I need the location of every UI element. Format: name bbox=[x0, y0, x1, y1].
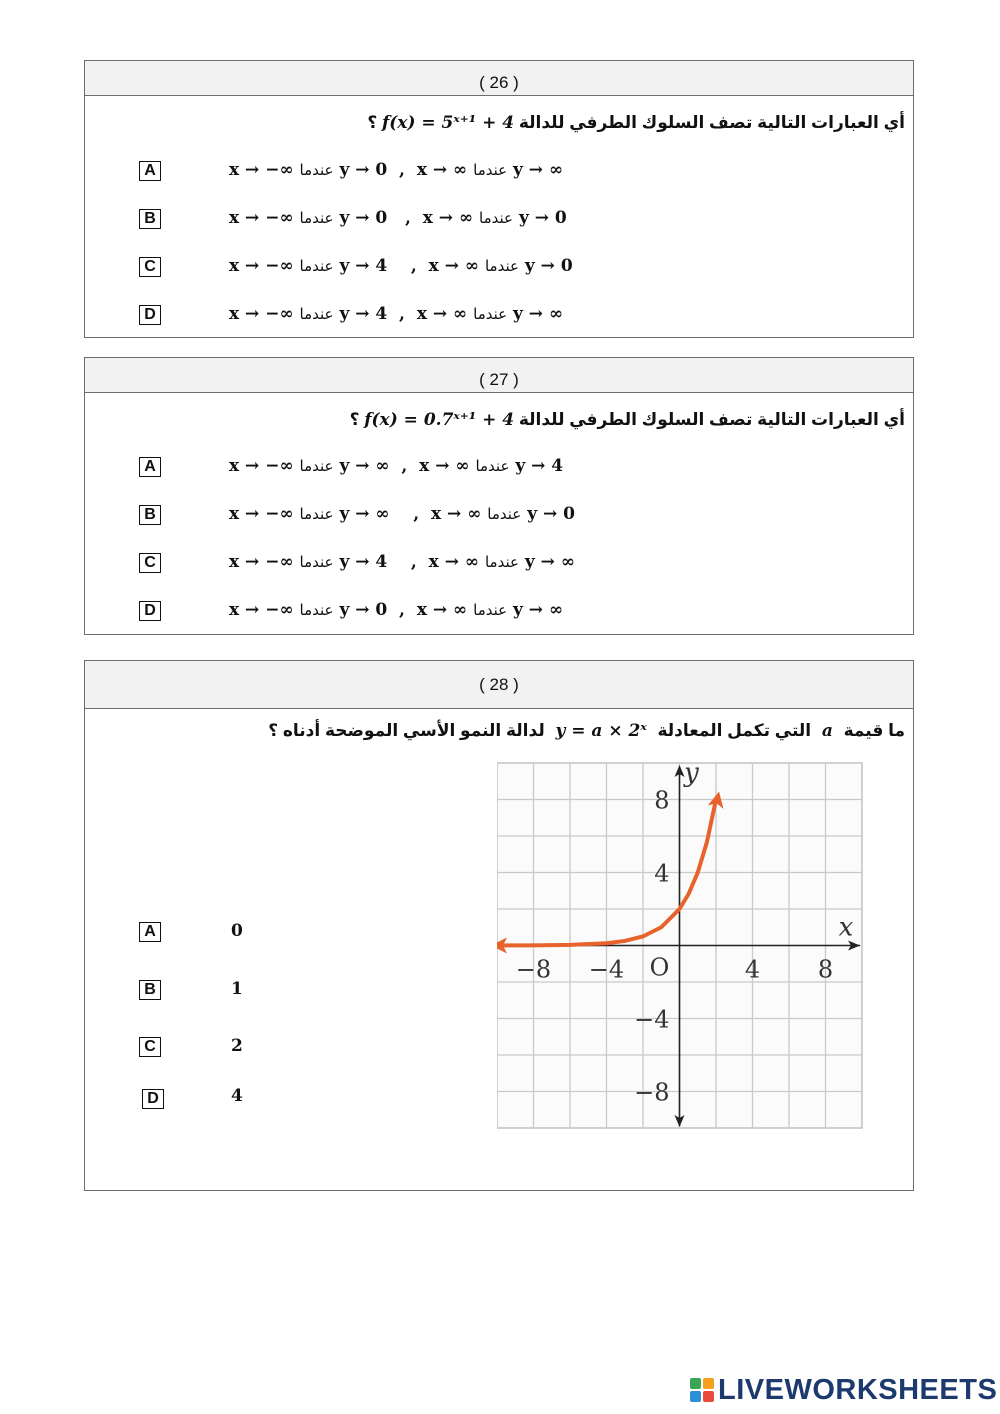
option-text bbox=[229, 304, 563, 324]
prompt-text-a: ما قيمة bbox=[843, 721, 905, 740]
x-tick-label: 8 bbox=[817, 955, 834, 984]
question-number: ( 28 ) bbox=[85, 661, 913, 709]
option-letter[interactable]: D bbox=[142, 1089, 164, 1109]
when-word: عندما bbox=[479, 209, 514, 227]
y-tick-label: 4 bbox=[654, 859, 670, 888]
brand-name: LIVEWORKSHEETS bbox=[718, 1373, 998, 1406]
option-a[interactable] bbox=[139, 158, 879, 188]
option-mid: y → ∞ , x → ∞ bbox=[339, 456, 470, 476]
brand-logo bbox=[690, 1374, 997, 1406]
option-b[interactable] bbox=[139, 206, 879, 236]
option-right: y → 0 bbox=[527, 504, 575, 524]
prompt-text: أي العبارات التالية تصف السلوك الطرفي للدالة bbox=[518, 113, 905, 132]
when-word: عندما bbox=[299, 505, 334, 523]
option-letter[interactable]: A bbox=[139, 922, 161, 942]
x-tick-label: −8 bbox=[515, 955, 552, 984]
option-d[interactable] bbox=[139, 302, 879, 332]
origin-label: O bbox=[649, 953, 670, 982]
y-axis-label: y bbox=[684, 761, 699, 788]
when-word: عندما bbox=[484, 257, 519, 275]
option-mid: y → 0 , x → ∞ bbox=[339, 160, 468, 180]
when-word: عندما bbox=[475, 457, 510, 475]
prompt-text: أي العبارات التالية تصف السلوك الطرفي للدالة bbox=[518, 410, 905, 429]
when-word: عندما bbox=[299, 601, 334, 619]
option-text bbox=[229, 600, 563, 620]
when-word: عندما bbox=[299, 257, 334, 275]
option-letter[interactable]: A bbox=[139, 161, 161, 181]
y-tick-label: −4 bbox=[634, 1005, 670, 1034]
option-letter[interactable]: B bbox=[139, 209, 161, 229]
when-word: عندما bbox=[299, 553, 334, 571]
option-text bbox=[229, 456, 563, 476]
option-value: 4 bbox=[231, 1086, 243, 1106]
option-letter[interactable]: D bbox=[139, 601, 161, 621]
option-c[interactable] bbox=[139, 550, 879, 580]
option-c[interactable] bbox=[139, 254, 879, 284]
option-mid: y → 0 , x → ∞ bbox=[339, 208, 474, 228]
prompt-formula: f(x) = 0.7ˣ⁺¹ + 4 bbox=[364, 410, 515, 430]
when-word: عندما bbox=[473, 161, 508, 179]
option-right: y → 4 bbox=[515, 456, 564, 476]
option-mid: y → ∞ , x → ∞ bbox=[339, 504, 482, 524]
when-word: عندما bbox=[487, 505, 522, 523]
question-prompt bbox=[367, 113, 905, 133]
question-27 bbox=[84, 357, 914, 635]
when-word: عندما bbox=[299, 161, 334, 179]
option-mid: y → 4 , x → ∞ bbox=[339, 304, 468, 324]
option-left: x → −∞ bbox=[229, 208, 294, 228]
option-value: 1 bbox=[231, 979, 243, 999]
prompt-qmark: ؟ bbox=[367, 113, 378, 132]
when-word: عندما bbox=[299, 457, 334, 475]
question-prompt bbox=[350, 410, 905, 430]
exponential-graph bbox=[497, 761, 867, 1133]
option-mid: y → 4 , x → ∞ bbox=[339, 256, 480, 276]
question-number: ( 26 ) bbox=[85, 61, 913, 96]
prompt-text-b: التي تكمل المعادلة bbox=[657, 721, 812, 740]
option-text bbox=[229, 552, 575, 572]
option-right: y → ∞ bbox=[524, 552, 575, 572]
question-28 bbox=[84, 660, 914, 1191]
brand-mark-icon bbox=[690, 1378, 714, 1402]
option-right: y → ∞ bbox=[513, 304, 564, 324]
option-b[interactable] bbox=[139, 502, 879, 532]
when-word: عندما bbox=[473, 601, 508, 619]
option-right: y → ∞ bbox=[513, 160, 564, 180]
x-tick-label: 4 bbox=[744, 955, 761, 984]
prompt-formula: y = a × 2ˣ bbox=[555, 721, 647, 741]
option-letter[interactable]: C bbox=[139, 257, 161, 277]
prompt-formula: f(x) = 5ˣ⁺¹ + 4 bbox=[381, 113, 515, 133]
option-mid: y → 0 , x → ∞ bbox=[339, 600, 468, 620]
option-letter[interactable]: B bbox=[139, 505, 161, 525]
y-tick-label: 8 bbox=[654, 786, 670, 815]
y-tick-label: −8 bbox=[634, 1078, 670, 1107]
option-left: x → −∞ bbox=[229, 600, 294, 620]
option-value: 2 bbox=[231, 1036, 243, 1056]
option-text bbox=[229, 256, 573, 276]
option-mid: y → 4 , x → ∞ bbox=[339, 552, 480, 572]
when-word: عندما bbox=[299, 305, 334, 323]
option-left: x → −∞ bbox=[229, 456, 294, 476]
prompt-qmark: ؟ bbox=[349, 410, 360, 429]
prompt-text-c: لدالة النمو الأسي الموضحة أدناه ؟ bbox=[268, 721, 545, 740]
x-tick-label: −4 bbox=[588, 955, 625, 984]
option-letter[interactable]: C bbox=[139, 553, 161, 573]
option-text bbox=[229, 208, 567, 228]
option-letter[interactable]: C bbox=[139, 1037, 161, 1057]
option-right: y → ∞ bbox=[513, 600, 564, 620]
option-text bbox=[229, 160, 563, 180]
when-word: عندما bbox=[299, 209, 334, 227]
option-value: 0 bbox=[231, 921, 243, 941]
option-letter[interactable]: D bbox=[139, 305, 161, 325]
question-number: ( 27 ) bbox=[85, 358, 913, 393]
option-letter[interactable]: B bbox=[139, 980, 161, 1000]
option-right: y → 0 bbox=[524, 256, 573, 276]
question-prompt bbox=[268, 721, 905, 741]
option-text bbox=[229, 504, 575, 524]
option-left: x → −∞ bbox=[229, 504, 294, 524]
option-letter[interactable]: A bbox=[139, 457, 161, 477]
x-axis-label: x bbox=[838, 912, 854, 943]
option-left: x → −∞ bbox=[229, 256, 294, 276]
option-left: x → −∞ bbox=[229, 304, 294, 324]
option-left: x → −∞ bbox=[229, 160, 294, 180]
prompt-variable: a bbox=[821, 721, 833, 741]
option-right: y → 0 bbox=[518, 208, 567, 228]
question-26 bbox=[84, 60, 914, 338]
option-d[interactable] bbox=[139, 598, 879, 628]
when-word: عندما bbox=[484, 553, 519, 571]
option-left: x → −∞ bbox=[229, 552, 294, 572]
when-word: عندما bbox=[473, 305, 508, 323]
option-a[interactable] bbox=[139, 454, 879, 484]
